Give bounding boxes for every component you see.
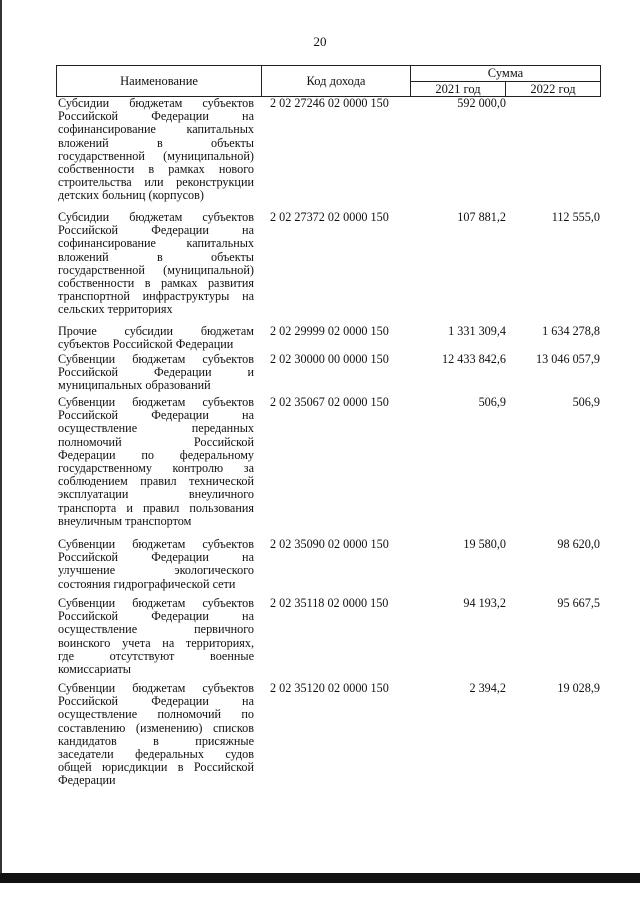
row-name-line: Российской Федерации на: [58, 408, 254, 423]
row-name-line: Российской Федерации на: [58, 609, 254, 624]
row-name-line: состояния гидрографической сети: [58, 576, 236, 591]
row-value-2022: 95 667,5: [557, 596, 600, 610]
row-value-2021: 12 433 842,6: [442, 352, 506, 366]
row-code: 2 02 35067 02 0000 150: [270, 395, 389, 409]
row-name-line: общей юрисдикции в Российской: [58, 760, 254, 775]
row-name-line: Федерации: [58, 773, 116, 788]
row-name: [58, 396, 254, 528]
row-value-2021: 1 331 309,4: [448, 324, 506, 338]
row-name: [58, 97, 254, 203]
row-name-line: эксплуатации внеуличного: [58, 487, 254, 502]
row-name: [58, 597, 254, 676]
row-code: 2 02 35120 02 0000 150: [270, 681, 389, 695]
row-name-line: софинансирование капитальных: [58, 122, 254, 137]
row-name-line: составлению (изменению) списков: [58, 720, 254, 735]
row-code: 2 02 35090 02 0000 150: [270, 537, 389, 551]
row-name-line: государственному контролю за: [58, 461, 254, 476]
row-value-2021: 592 000,0: [457, 96, 506, 110]
row-name: [58, 211, 254, 317]
row-name-line: собственности в рамках нового: [58, 162, 254, 177]
row-name-line: Субсидии бюджетам субъектов: [58, 96, 254, 110]
row-value-2022: 112 555,0: [551, 210, 600, 224]
row-name-line: государственной (муниципальной): [58, 262, 254, 277]
row-name-line: Субвенции бюджетам субъектов: [58, 681, 254, 695]
row-code: 2 02 35118 02 0000 150: [270, 596, 389, 610]
row-name-line: заседатели федеральных судов: [58, 747, 254, 762]
row-name-line: детских больниц (корпусов): [58, 188, 204, 203]
row-name-line: внеуличным транспортом: [58, 513, 192, 528]
row-name-line: соблюдением правил технической: [58, 474, 254, 489]
row-name: [58, 538, 254, 591]
row-value-2022: 19 028,9: [557, 681, 600, 695]
header-name: Наименование: [56, 65, 262, 97]
row-code: 2 02 27246 02 0000 150: [270, 96, 389, 110]
row-name-line: осуществление полномочий по: [58, 707, 254, 722]
row-name: [58, 325, 254, 351]
row-value-2021: 94 193,2: [463, 596, 506, 610]
row-name-line: государственной (муниципальной): [58, 148, 254, 163]
row-name-line: осуществление первичного: [58, 622, 254, 637]
row-name-line: комиссариаты: [58, 662, 131, 677]
row-name-line: транспортной инфраструктуры на: [58, 289, 254, 304]
header-year-2021: 2021 год: [410, 81, 506, 97]
row-name-line: сельских территориях: [58, 302, 173, 317]
header-year-2022: 2022 год: [505, 81, 601, 97]
page-number: 20: [313, 34, 327, 49]
row-name-line: вложений в объекты: [58, 135, 254, 150]
header-sum: Сумма: [410, 65, 601, 82]
row-name-line: воинского учета на территориях,: [58, 635, 254, 650]
row-name-line: Российской Федерации на: [58, 550, 254, 565]
row-value-2022: 506,9: [572, 395, 600, 409]
row-name-line: осуществление переданных: [58, 421, 254, 436]
row-name-line: улучшение экологического: [58, 563, 254, 578]
row-name-line: собственности в рамках развития: [58, 276, 254, 291]
row-value-2022: 1 634 278,8: [542, 324, 600, 338]
row-name-line: полномочий Российской: [58, 434, 254, 449]
row-name-line: кандидатов в присяжные: [58, 733, 254, 748]
row-value-2022: 13 046 057,9: [536, 352, 600, 366]
row-value-2021: 2 394,2: [469, 681, 506, 695]
header-code: Код дохода: [261, 65, 411, 97]
row-name-line: где отсутствуют военные: [58, 648, 254, 663]
row-name-line: вложений в объекты: [58, 249, 254, 264]
row-name-line: Российской Федерации и: [58, 365, 254, 380]
row-code: 2 02 27372 02 0000 150: [270, 210, 389, 224]
row-name-line: Субсидии бюджетам субъектов: [58, 210, 254, 224]
row-name-line: софинансирование капитальных: [58, 236, 254, 251]
row-name-line: Российской Федерации на: [58, 694, 254, 709]
row-code: 2 02 30000 00 0000 150: [270, 352, 389, 366]
row-name-line: Субвенции бюджетам субъектов: [58, 352, 254, 366]
scan-edge-left: [0, 0, 2, 880]
row-name-line: строительства или реконструкции: [58, 175, 254, 190]
row-name: [58, 682, 254, 788]
row-name: [58, 353, 254, 393]
scan-edge-bottom: [0, 873, 640, 883]
row-name-line: субъектов Российской Федерации: [58, 337, 234, 352]
row-value-2021: 107 881,2: [457, 210, 506, 224]
row-value-2021: 506,9: [478, 395, 506, 409]
row-name-line: Российской Федерации на: [58, 109, 254, 124]
row-name-line: Федерации по федеральному: [58, 447, 254, 462]
row-name-line: транспорта и правил пользования: [58, 500, 254, 515]
row-name-line: Российской Федерации на: [58, 223, 254, 238]
row-name-line: Субвенции бюджетам субъектов: [58, 395, 254, 409]
row-name-line: Субвенции бюджетам субъектов: [58, 537, 254, 551]
row-code: 2 02 29999 02 0000 150: [270, 324, 389, 338]
row-name-line: муниципальных образований: [58, 378, 211, 393]
row-name-line: Прочие субсидии бюджетам: [58, 324, 254, 338]
row-name-line: Субвенции бюджетам субъектов: [58, 596, 254, 610]
row-value-2021: 19 580,0: [463, 537, 506, 551]
row-value-2022: 98 620,0: [557, 537, 600, 551]
